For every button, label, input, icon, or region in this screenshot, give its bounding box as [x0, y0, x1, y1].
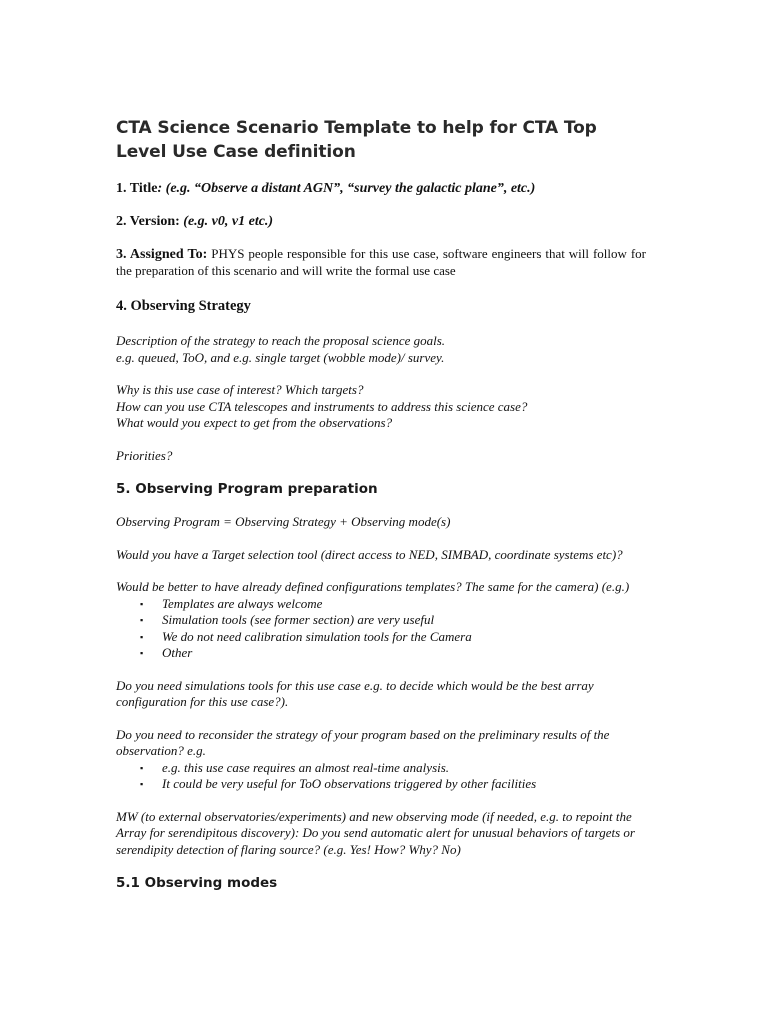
list-item: ▪ Templates are always welcome [140, 595, 323, 611]
document-page [116, 116, 646, 908]
version-label: 2. Version: [116, 214, 180, 229]
section-4-priorities: Priorities? [116, 447, 173, 463]
paragraph-line: How can you use CTA telescopes and instruments to address this science case? [116, 398, 528, 414]
section-5-heading: 5. Observing Program preparation [116, 481, 378, 497]
title-line [116, 180, 646, 197]
reconsider-bullet-list [116, 760, 646, 793]
templates-bullet-list [116, 596, 646, 662]
bullet-icon: ▪ [140, 762, 144, 773]
section-5-templates: Would be better to have already defined configurations templates? The same for the camera) (e.g.) [116, 579, 630, 594]
list-item: ▪ We do not need calibration simulation tools for the Camera [140, 628, 472, 644]
assigned-label: 3. Assigned To: [116, 247, 208, 262]
paragraph-line: e.g. queued, ToO, and e.g. single target (wobble mode)/ survey. [116, 349, 445, 365]
paragraph-line: What would you expect to get from the observations? [116, 415, 393, 430]
assigned-paragraph [116, 246, 646, 279]
bullet-icon: ▪ [140, 615, 144, 625]
version-line [116, 213, 646, 230]
list-item: ▪ Simulation tools (see former section) are very useful [140, 612, 435, 627]
list-item: ▪ It could be very useful for ToO observations triggered by other facilities [140, 776, 537, 791]
bullet-icon: ▪ [140, 648, 144, 658]
section-4-heading: 4. Observing Strategy [116, 298, 251, 314]
bullet-icon: ▪ [140, 631, 144, 642]
bullet-icon: ▪ [140, 598, 144, 609]
section-5-simulations: Do you need simulations tools for this use case e.g. to decide which would be the best array configuration for this use case?). [116, 677, 594, 709]
section-5-target-selection: Would you have a Target selection tool (direct access to NED, SIMBAD, coordinate systems etc)? [116, 546, 623, 562]
document-title: CTA Science Scenario Template to help for CTA Top Level Use Case definition [116, 118, 597, 162]
section-4-questions [116, 382, 646, 432]
title-example: : (e.g. “Observe a distant AGN”, “survey the galactic plane”, etc.) [157, 181, 536, 196]
paragraph-line: Why is this use case of interest? Which targets? [116, 382, 364, 397]
title-label: 1. Title [116, 181, 158, 196]
section-4-description [116, 333, 646, 366]
section-5-reconsider: Do you need to reconsider the strategy of your program based on the preliminary results of the observation? e.g. [116, 726, 610, 758]
section-5-1-heading: 5.1 Observing modes [116, 875, 278, 891]
version-example: (e.g. v0, v1 etc.) [183, 214, 274, 229]
list-item: ▪ e.g. this use case requires an almost real-time analysis. [140, 759, 450, 775]
bullet-icon: ▪ [140, 779, 144, 789]
paragraph-line: Description of the strategy to reach the proposal science goals. [116, 333, 446, 348]
assigned-text: PHYS people responsible for this use case, software engineers that will follow for the preparation of this scenario and will write the formal use case [116, 246, 647, 278]
list-item: ▪ Other [140, 645, 193, 660]
section-5-multiwavelength: MW (to external observatories/experiments) and new observing mode (if needed, e.g. to repoint the Array for serendipitous discovery): Do you send automatic alert for unusual behaviors of targets or serendipity detection of flaring source? (e.g. Yes! How? Why? No) [116, 808, 635, 857]
section-5-formula: Observing Program = Observing Strategy + Observing mode(s) [116, 514, 451, 529]
